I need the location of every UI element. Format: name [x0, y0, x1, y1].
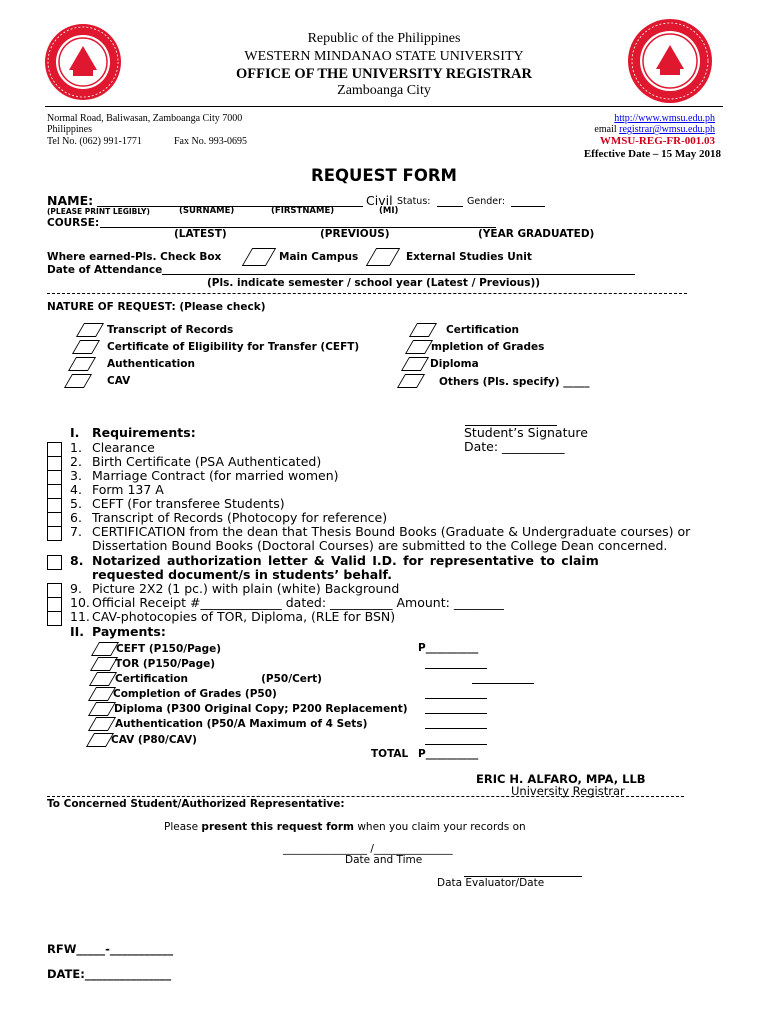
website-link[interactable]: http://www.wmsu.edu.ph [614, 113, 715, 124]
attendance-underline[interactable] [162, 274, 635, 275]
fax: Fax No. 993-0695 [174, 136, 248, 147]
section-divider-2 [47, 796, 684, 797]
header-office: OFFICE OF THE UNIVERSITY REGISTRAR [236, 66, 532, 82]
nature-heading: NATURE OF REQUEST: (Please check) [47, 301, 266, 313]
payment-amount-authentication[interactable] [425, 728, 487, 729]
req-checkbox-1[interactable] [47, 442, 62, 457]
gender-field[interactable] [511, 206, 545, 207]
course-label: COURSE: [47, 217, 100, 229]
claim-instruction: Please present this request form when you claim your records on [164, 821, 526, 833]
req-checkbox-10[interactable] [47, 597, 62, 612]
nature-item-cav: CAV [107, 375, 131, 387]
total-label: TOTAL [371, 748, 409, 760]
registrar-title: University Registrar [511, 784, 625, 798]
email-label: email [594, 124, 617, 135]
payment-item-completion: Completion of Grades (P50) [113, 688, 277, 700]
surname-label: (SURNAME) [179, 206, 235, 216]
payments-heading-num: II. [70, 624, 85, 639]
civil-status-label: Status: [397, 196, 431, 207]
header-university: WESTERN MINDANAO STATE UNIVERSITY [244, 49, 524, 64]
print-hint: (PLEASE PRINT LEGIBLY) [47, 207, 150, 216]
claim-date-time-label: Date and Time [345, 854, 423, 866]
external-studies-label: External Studies Unit [406, 251, 532, 263]
signature-date: Date: __________ [464, 439, 565, 454]
payment-item-ceft: CEFT (P150/Page) [116, 643, 222, 655]
payment-amount-completion[interactable] [425, 698, 487, 699]
requirement-item-3: 3. Marriage Contract (for married women) [70, 468, 339, 483]
registrar-name: ERIC H. ALFARO, MPA, LLB [476, 772, 646, 786]
attendance-hint: (Pls. indicate semester / school year (Latest / Previous)) [207, 277, 541, 289]
nature-item-completion: mpletion of Grades [431, 341, 545, 353]
year-graduated-label: (YEAR GRADUATED) [478, 228, 595, 240]
req-checkbox-9[interactable] [47, 583, 62, 598]
nature-checkbox-authentication[interactable] [68, 357, 96, 371]
payment-checkbox-authentication[interactable] [88, 717, 116, 731]
civil-label: Civil [366, 193, 393, 208]
claim-date-line[interactable]: ________________ /_______________ [283, 843, 453, 855]
nature-item-ceft: Certificate of Eligibility for Transfer (CEFT) [107, 341, 360, 353]
requirement-item-8-cont: requested document/s in students’ behalf. [92, 567, 392, 582]
nature-item-diploma: Diploma [430, 358, 479, 370]
header-city: Zamboanga City [337, 83, 431, 98]
nature-item-tor: Transcript of Records [107, 324, 234, 336]
payment-checkbox-diploma[interactable] [88, 702, 116, 716]
email-link[interactable]: registrar@wmsu.edu.ph [619, 124, 715, 135]
email-row [594, 124, 715, 135]
latest-label: (LATEST) [174, 228, 227, 240]
requirement-item-6: 6. Transcript of Records (Photocopy for reference) [70, 510, 388, 525]
payments-heading [70, 624, 166, 639]
req-checkbox-11[interactable] [47, 611, 62, 626]
requirement-item-1: 1. Clearance [70, 440, 155, 455]
form-title: REQUEST FORM [311, 166, 457, 185]
requirement-item-10: 10. Official Receipt #_____________ dated: __________ Amount: ________ [70, 595, 504, 610]
total-amount[interactable]: P__________ [418, 748, 479, 760]
telephone: Tel No. (062) 991-1771 [47, 136, 142, 147]
req-checkbox-4[interactable] [47, 484, 62, 499]
requirement-item-8: 8. Notarized authorization letter & Valid I.D. for representative to claim [70, 553, 599, 568]
requirements-heading-num: I. [70, 425, 80, 440]
requirement-item-4: 4. Form 137 A [70, 482, 164, 497]
requirement-item-11: 11. CAV-photocopies of TOR, Diploma, (RLE for BSN) [70, 609, 396, 624]
payment-item-tor: TOR (P150/Page) [115, 658, 216, 670]
effective-date: Effective Date – 15 May 2018 [583, 148, 721, 160]
payment-amount-diploma[interactable] [425, 713, 487, 714]
payment-item-diploma: Diploma (P300 Original Copy; P200 Replacement) [114, 703, 408, 715]
payment-item-certification: Certification (P50/Cert) [115, 673, 322, 685]
nature-checkbox-completion[interactable] [405, 340, 433, 354]
payment-amount-certification[interactable] [472, 683, 534, 684]
requirement-item-7-cont: Dissertation Bound Books (Doctoral Courses) are submitted to the College Dean concerned. [92, 538, 668, 553]
payment-checkbox-completion[interactable] [88, 687, 116, 701]
req-checkbox-3[interactable] [47, 470, 62, 485]
where-earned-label: Where earned-Pls. Check Box [47, 251, 222, 263]
req-checkbox-7[interactable] [47, 526, 62, 541]
payment-item-authentication: Authentication (P50/A Maximum of 4 Sets) [115, 718, 368, 730]
main-campus-label: Main Campus [279, 251, 359, 263]
nature-checkbox-tor[interactable] [76, 323, 104, 337]
section-divider-1 [47, 293, 687, 294]
nature-checkbox-diploma[interactable] [401, 357, 429, 371]
nature-item-authentication: Authentication [107, 358, 195, 370]
claim-heading: To Concerned Student/Authorized Representative: [47, 798, 345, 810]
req-checkbox-2[interactable] [47, 456, 62, 471]
nature-checkbox-certification[interactable] [409, 323, 437, 337]
gender-label: Gender: [467, 196, 506, 207]
firstname-label: (FIRSTNAME) [271, 206, 335, 216]
payment-amount-cav[interactable] [425, 744, 487, 745]
main-campus-checkbox[interactable] [242, 248, 276, 266]
payment-amount-ceft[interactable]: P__________ [418, 642, 479, 654]
evaluator-label: Data Evaluator/Date [437, 877, 545, 889]
requirement-item-9: 9. Picture 2X2 (1 pc.) with plain (white) Background [70, 581, 400, 596]
requirements-heading [70, 425, 196, 440]
req-checkbox-6[interactable] [47, 512, 62, 527]
requirement-item-7: 7. CERTIFICATION from the dean that Thesis Bound Books (Graduate & Undergraduate courses) or [70, 524, 691, 539]
website-link-row [614, 113, 715, 124]
mi-label: (MI) [379, 206, 399, 216]
payment-checkbox-certification[interactable] [89, 672, 117, 686]
requirement-item-2: 2. Birth Certificate (PSA Authenticated) [70, 454, 322, 469]
civil-status-field[interactable] [437, 206, 463, 207]
requirement-item-5: 5. CEFT (For transferee Students) [70, 496, 285, 511]
rfw-field[interactable]: RFW_____-___________ [47, 942, 174, 956]
payment-checkbox-tor[interactable] [90, 657, 118, 671]
nature-item-certification: Certification [446, 324, 520, 336]
payment-checkbox-cav[interactable] [86, 733, 114, 747]
nature-checkbox-others[interactable] [397, 374, 425, 388]
previous-label: (PREVIOUS) [320, 228, 390, 240]
address-line2: Philippines [47, 124, 93, 135]
header-republic: Republic of the Philippines [307, 31, 461, 46]
payment-checkbox-ceft[interactable] [91, 642, 119, 656]
address-line1: Normal Road, Baliwasan, Zamboanga City 7000 [47, 113, 243, 124]
form-code: WMSU-REG-FR-001.03 [599, 135, 715, 147]
attendance-label: Date of Attendance [47, 264, 163, 276]
nature-checkbox-ceft[interactable] [72, 340, 100, 354]
nature-checkbox-cav[interactable] [64, 374, 92, 388]
header-divider [45, 106, 723, 107]
course-underline[interactable] [100, 227, 496, 228]
nature-item-others: Others (Pls. specify) _____ [439, 376, 590, 388]
req-checkbox-5[interactable] [47, 498, 62, 513]
date-field[interactable]: DATE:_______________ [47, 967, 172, 981]
signature-label: Student’s Signature [464, 425, 588, 440]
name-label: NAME: [47, 193, 94, 208]
requirements-heading-text: Requirements: [92, 425, 196, 440]
payments-heading-text: Payments: [92, 624, 166, 639]
req-checkbox-8[interactable] [47, 555, 62, 570]
payment-item-cav: CAV (P80/CAV) [111, 734, 197, 746]
payment-amount-tor[interactable] [425, 668, 487, 669]
external-studies-checkbox[interactable] [366, 248, 400, 266]
